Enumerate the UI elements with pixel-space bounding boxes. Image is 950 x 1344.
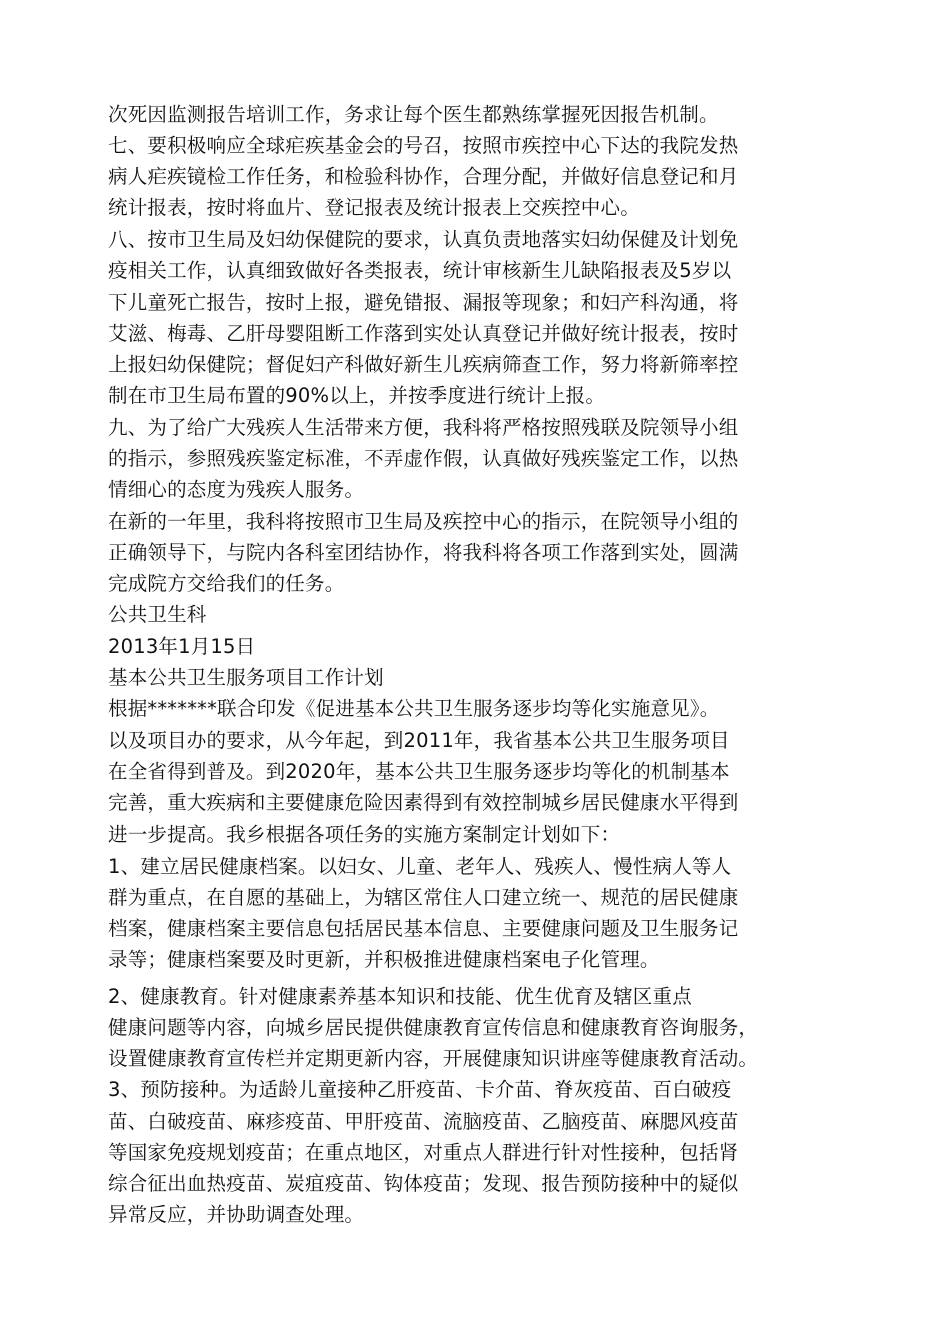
text-line: 完善，重大疾病和主要健康危险因素得到有效控制城乡居民健康水平得到 <box>108 791 739 814</box>
text-line: 苗、白破疫苗、麻疹疫苗、甲肝疫苗、流脑疫苗、乙脑疫苗、麻腮风疫苗 <box>108 1110 739 1133</box>
text-line: 综合征出血热疫苗、炭疽疫苗、钩体疫苗；发现、报告预防接种中的疑似 <box>108 1172 739 1195</box>
text-line: 八、按市卫生局及妇幼保健院的要求，认真负责地落实妇幼保健及计划免 <box>108 228 739 251</box>
text-line: 以及项目办的要求，从今年起，到2011年，我省基本公共卫生服务项目 <box>108 729 730 752</box>
date-line: 2013年1月15日 <box>108 635 256 658</box>
text-line: 健康问题等内容，向城乡居民提供健康教育宣传信息和健康教育咨询服务， <box>108 1016 759 1039</box>
text-line: 九、为了给广大残疾人生活带来方便，我科将严格按照残联及院领导小组 <box>108 416 739 439</box>
text-line: 统计报表，按时将血片、登记报表及统计报表上交疾控中心。 <box>108 196 640 219</box>
text-line: 七、要积极响应全球疟疾基金会的号召，按照市疾控中心下达的我院发热 <box>108 134 739 157</box>
text-line: 1、建立居民健康档案。以妇女、儿童、老年人、残疾人、慢性病人等人 <box>108 855 732 878</box>
text-line: 次死因监测报告培训工作，务求让每个医生都熟练掌握死因报告机制。 <box>108 103 719 126</box>
text-line: 进一步提高。我乡根据各项任务的实施方案制定计划如下： <box>108 823 621 846</box>
text-line: 根据*******联合印发《促进基本公共卫生服务逐步均等化实施意见》。 <box>108 697 720 720</box>
text-line: 情细心的态度为残疾人服务。 <box>108 478 365 501</box>
text-line: 病人疟疾镜检工作任务，和检验科协作，合理分配，并做好信息登记和月 <box>108 165 739 188</box>
text-line: 等国家免疫规划疫苗；在重点地区，对重点人群进行针对性接种，包括肾 <box>108 1141 739 1164</box>
text-line: 异常反应，并协助调查处理。 <box>108 1203 365 1226</box>
text-line: 设置健康教育宣传栏并定期更新内容，开展健康知识讲座等健康教育活动。 <box>108 1047 759 1070</box>
text-line: 上报妇幼保健院；督促妇产科做好新生儿疾病筛查工作，努力将新筛率控 <box>108 353 739 376</box>
text-line: 完成院方交给我们的任务。 <box>108 572 345 595</box>
text-line: 下儿童死亡报告，按时上报，避免错报、漏报等现象；和妇产科沟通，将 <box>108 291 739 314</box>
text-line: 制在市卫生局布置的90%以上，并按季度进行统计上报。 <box>108 384 606 407</box>
text-line: 档案，健康档案主要信息包括居民基本信息、主要健康问题及卫生服务记 <box>108 917 739 940</box>
text-line: 录等；健康档案要及时更新，并积极推进健康档案电子化管理。 <box>108 948 660 971</box>
text-line: 3、预防接种。为适龄儿童接种乙肝疫苗、卡介苗、脊灰疫苗、百白破疫 <box>108 1078 732 1101</box>
text-line: 正确领导下，与院内各科室团结协作，将我科将各项工作落到实处，圆满 <box>108 541 739 564</box>
text-line: 2、健康教育。针对健康素养基本知识和技能、优生优育及辖区重点 <box>108 985 692 1008</box>
text-line: 疫相关工作，认真细致做好各类报表，统计审核新生儿缺陷报表及5岁以 <box>108 259 732 282</box>
text-line: 群为重点，在自愿的基础上，为辖区常住人口建立统一、规范的居民健康 <box>108 886 739 909</box>
text-line: 的指示，参照残疾鉴定标准，不弄虚作假，认真做好残疾鉴定工作，以热 <box>108 447 739 470</box>
text-line: 艾滋、梅毒、乙肝母婴阻断工作落到实处认真登记并做好统计报表，按时 <box>108 322 739 345</box>
section-title: 基本公共卫生服务项目工作计划 <box>108 666 384 689</box>
department-signature: 公共卫生科 <box>108 603 207 626</box>
text-line: 在新的一年里，我科将按照市卫生局及疾控中心的指示，在院领导小组的 <box>108 510 739 533</box>
text-line: 在全省得到普及。到2020年，基本公共卫生服务逐步均等化的机制基本 <box>108 760 730 783</box>
